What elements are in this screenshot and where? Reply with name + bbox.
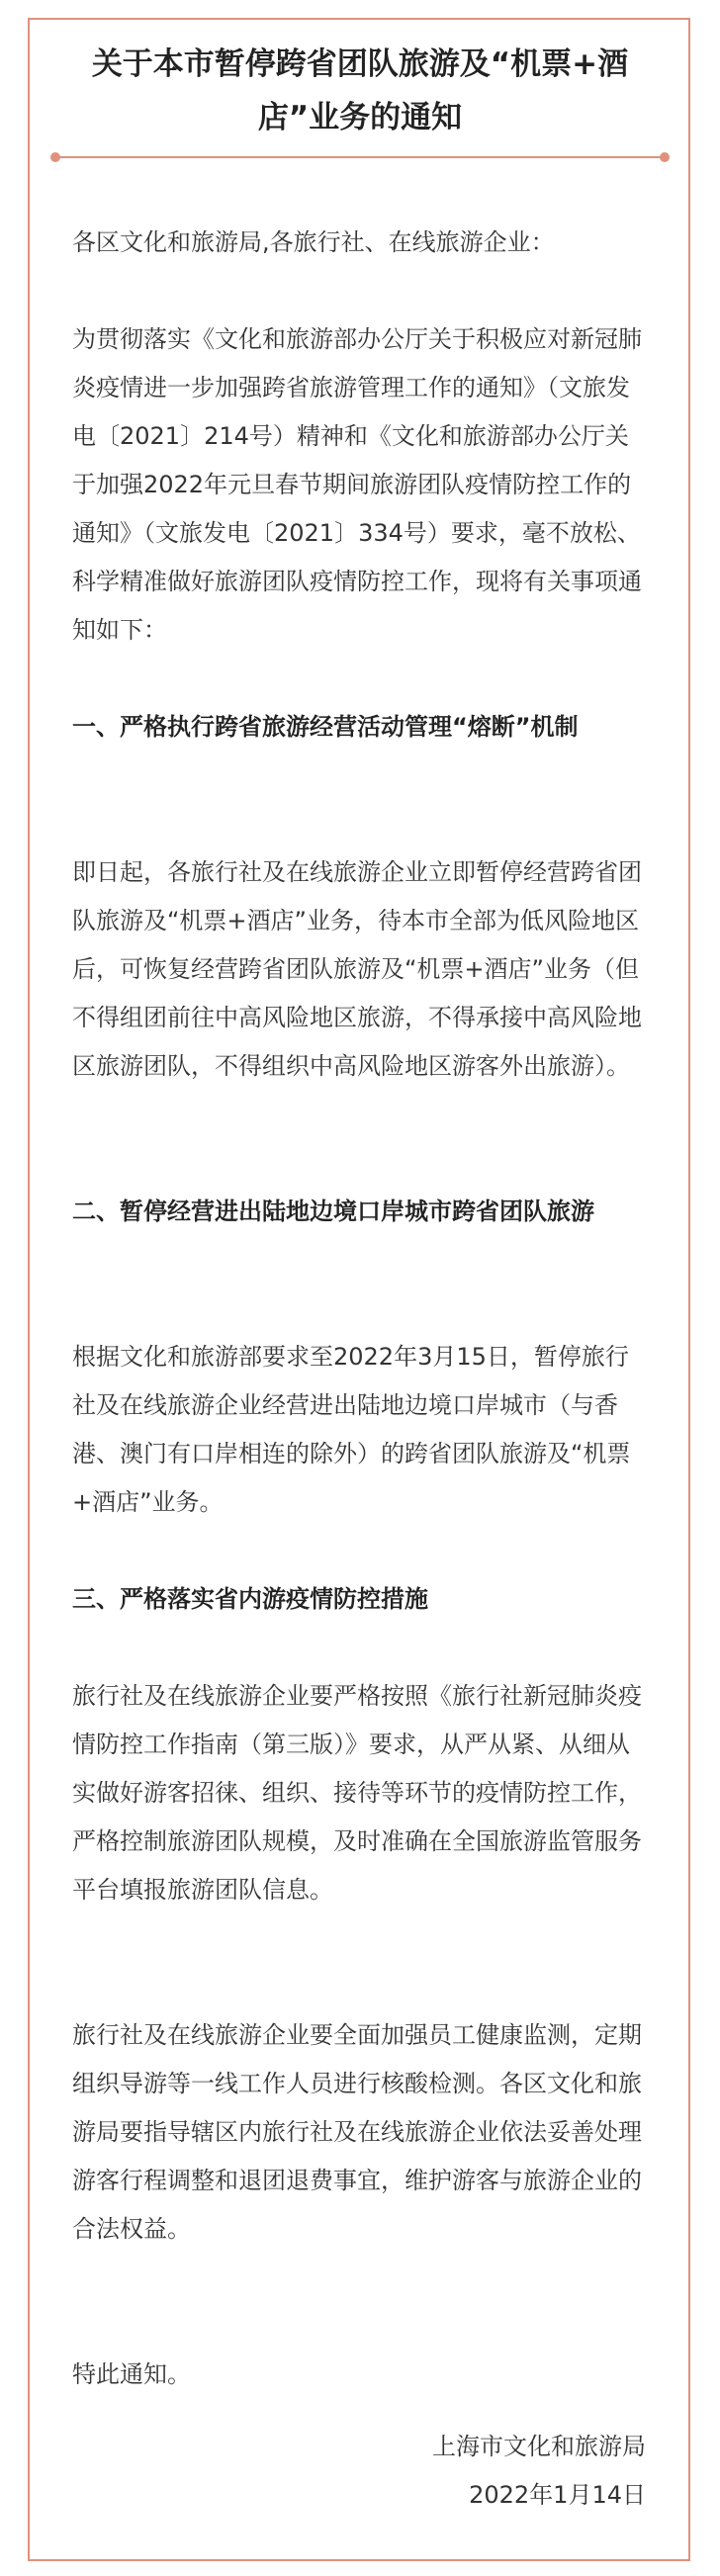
divider-dot-right <box>660 152 670 162</box>
closing-text: 特此通知。 <box>72 2360 191 2388</box>
section-3-heading: 三、严格落实省内游疫情防控措施 <box>72 1585 428 1613</box>
issuer-name: 上海市文化和旅游局 <box>432 2433 646 2460</box>
title-divider <box>55 156 665 158</box>
intro-paragraph: 为贯彻落实《文化和旅游部办公厅关于积极应对新冠肺炎疫情进一步加强跨省旅游管理工作的通知》（文旅发电〔2021〕214号）精神和《文化和旅游部办公厅关于加强2022年元旦春节期间旅游团队疫情防控工作的通知》（文旅发电〔2021〕334号）要求，毫不放松、科学精准做好旅游团队疫情防控工作，现将有关事项通知如下： <box>72 325 642 644</box>
section-2-heading: 二、暂停经营进出陆地边境口岸城市跨省团队旅游 <box>72 1198 594 1225</box>
section-1-heading: 一、严格执行跨省旅游经营活动管理“熔断”机制 <box>72 713 579 741</box>
issue-date: 2022年1月14日 <box>469 2481 646 2509</box>
salutation: 各区文化和旅游局,各旅行社、在线旅游企业： <box>72 228 555 256</box>
extra-paragraph: 旅行社及在线旅游企业要全面加强员工健康监测，定期组织导游等一线工作人员进行核酸检测。各区文化和旅游局要指导辖区内旅行社及在线旅游企业依法妥善处理游客行程调整和退团退费事宜，维护游客与旅游企业的合法权益。 <box>72 2021 642 2243</box>
notice-title: 关于本市暂停跨省团队旅游及“机票+酒店”业务的通知 <box>91 46 629 135</box>
section-2-body: 根据文化和旅游部要求至2022年3月15日，暂停旅行社及在线旅游企业经营进出陆地边境口岸城市（与香港、澳门有口岸相连的除外）的跨省团队旅游及“机票+酒店”业务。 <box>72 1343 631 1516</box>
section-1-body: 即日起，各旅行社及在线旅游企业立即暂停经营跨省团队旅游及“机票+酒店”业务，待本市全部为低风险地区后，可恢复经营跨省团队旅游及“机票+酒店”业务（但不得组团前往中高风险地区旅游，不得承接中高风险地区旅游团队，不得组织中高风险地区游客外出旅游）。 <box>72 858 642 1080</box>
section-3-body: 旅行社及在线旅游企业要严格按照《旅行社新冠肺炎疫情防控工作指南（第三版）》要求，从严从紧、从细从实做好游客招徕、组织、接待等环节的疫情防控工作，严格控制旅游团队规模，及时准确在全国旅游监管服务平台填报旅游团队信息。 <box>72 1682 642 1904</box>
